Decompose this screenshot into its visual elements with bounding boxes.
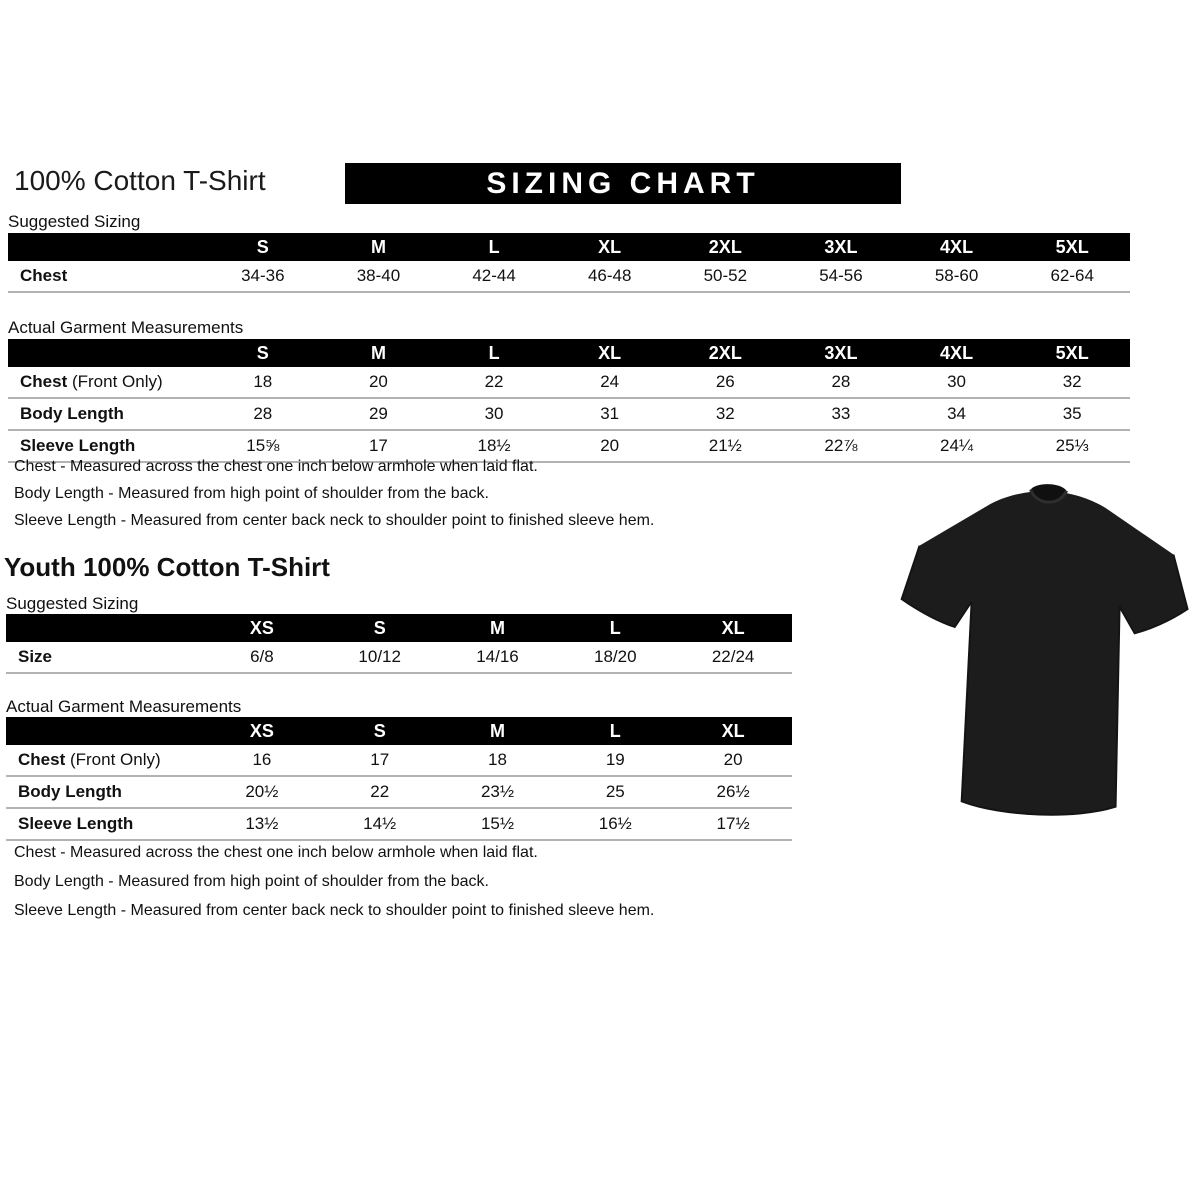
measurement-cell: 29 bbox=[321, 398, 437, 430]
measurement-cell: 58-60 bbox=[899, 261, 1015, 292]
measurement-cell: 34-36 bbox=[205, 261, 321, 292]
size-column-header: 5XL bbox=[1014, 339, 1130, 367]
youth-actual-measurements-label: Actual Garment Measurements bbox=[6, 697, 242, 716]
measurement-row bbox=[8, 261, 1130, 292]
measurement-cell: 32 bbox=[668, 398, 784, 430]
sleeve-length-note: Sleeve Length - Measured from center back neck to shoulder point to finished sleeve hem. bbox=[14, 902, 655, 919]
measurement-cell: 18 bbox=[205, 367, 321, 398]
size-column-header: M bbox=[439, 614, 557, 642]
size-column-header: 5XL bbox=[1014, 233, 1130, 261]
tshirt-product-image bbox=[890, 469, 1194, 831]
measurement-cell: 20 bbox=[321, 367, 437, 398]
measurement-cell: 17½ bbox=[674, 808, 792, 840]
measurement-cell: 20½ bbox=[203, 776, 321, 808]
adult-suggested-sizing-label: Suggested Sizing bbox=[8, 212, 141, 231]
size-column-header: S bbox=[321, 614, 439, 642]
measurement-cell: 22⅞ bbox=[783, 430, 899, 462]
row-label: Chest (Front Only) bbox=[8, 367, 205, 398]
size-column-header: 4XL bbox=[899, 339, 1015, 367]
measurement-cell: 26 bbox=[668, 367, 784, 398]
measurement-cell: 31 bbox=[552, 398, 668, 430]
measurement-cell: 15⅝ bbox=[205, 430, 321, 462]
youth-notes bbox=[14, 844, 654, 931]
measurement-cell: 21½ bbox=[668, 430, 784, 462]
measurement-row bbox=[6, 808, 792, 840]
measurement-cell: 20 bbox=[552, 430, 668, 462]
size-column-header: 2XL bbox=[668, 233, 784, 261]
measurement-cell: 10/12 bbox=[321, 642, 439, 673]
size-column-header: 4XL bbox=[899, 233, 1015, 261]
size-table bbox=[6, 717, 792, 841]
measurement-cell: 23½ bbox=[439, 776, 557, 808]
row-label-header bbox=[8, 233, 205, 261]
measurement-cell: 24 bbox=[552, 367, 668, 398]
measurement-row bbox=[6, 642, 792, 673]
measurement-cell: 18½ bbox=[436, 430, 552, 462]
measurement-cell: 22 bbox=[321, 776, 439, 808]
measurement-cell: 32 bbox=[1014, 367, 1130, 398]
black-tshirt-icon bbox=[890, 469, 1194, 831]
measurement-cell: 25⅓ bbox=[1014, 430, 1130, 462]
measurement-cell: 28 bbox=[783, 367, 899, 398]
measurement-cell: 54-56 bbox=[783, 261, 899, 292]
adult-actual-measurements-label: Actual Garment Measurements bbox=[8, 318, 244, 337]
measurement-cell: 25 bbox=[556, 776, 674, 808]
measurement-cell: 20 bbox=[674, 745, 792, 776]
measurement-cell: 42-44 bbox=[436, 261, 552, 292]
measurement-cell: 22 bbox=[436, 367, 552, 398]
measurement-row bbox=[8, 367, 1130, 398]
row-label: Body Length bbox=[6, 776, 203, 808]
row-label: Body Length bbox=[8, 398, 205, 430]
measurement-cell: 6/8 bbox=[203, 642, 321, 673]
body-length-note: Body Length - Measured from high point of shoulder from the back. bbox=[14, 873, 489, 890]
measurement-cell: 30 bbox=[436, 398, 552, 430]
measurement-cell: 18 bbox=[439, 745, 557, 776]
size-column-header: L bbox=[556, 614, 674, 642]
size-column-header: L bbox=[556, 717, 674, 745]
size-column-header: XS bbox=[203, 614, 321, 642]
youth-actual-measurements-table bbox=[6, 717, 792, 841]
measurement-cell: 17 bbox=[321, 745, 439, 776]
sizing-chart-banner: SIZING CHART bbox=[345, 163, 901, 204]
size-table bbox=[8, 233, 1130, 293]
youth-suggested-sizing-table bbox=[6, 614, 792, 674]
size-header-row bbox=[6, 717, 792, 745]
measurement-cell: 35 bbox=[1014, 398, 1130, 430]
size-header-row bbox=[8, 339, 1130, 367]
measurement-cell: 22/24 bbox=[674, 642, 792, 673]
measurement-cell: 15½ bbox=[439, 808, 557, 840]
size-column-header: L bbox=[436, 339, 552, 367]
measurement-cell: 34 bbox=[899, 398, 1015, 430]
measurement-cell: 33 bbox=[783, 398, 899, 430]
measurement-cell: 30 bbox=[899, 367, 1015, 398]
size-column-header: XL bbox=[552, 233, 668, 261]
size-column-header: M bbox=[321, 339, 437, 367]
size-column-header: S bbox=[205, 233, 321, 261]
size-column-header: L bbox=[436, 233, 552, 261]
size-table bbox=[6, 614, 792, 674]
row-label-header bbox=[6, 614, 203, 642]
size-column-header: XL bbox=[674, 717, 792, 745]
youth-section-title: Youth 100% Cotton T-Shirt bbox=[4, 552, 330, 582]
measurement-cell: 14½ bbox=[321, 808, 439, 840]
measurement-row bbox=[6, 776, 792, 808]
row-label: Size bbox=[6, 642, 203, 673]
measurement-cell: 14/16 bbox=[439, 642, 557, 673]
size-column-header: XS bbox=[203, 717, 321, 745]
size-column-header: S bbox=[321, 717, 439, 745]
measurement-cell: 38-40 bbox=[321, 261, 437, 292]
measurement-cell: 28 bbox=[205, 398, 321, 430]
measurement-row bbox=[6, 745, 792, 776]
measurement-cell: 46-48 bbox=[552, 261, 668, 292]
size-header-row bbox=[8, 233, 1130, 261]
measurement-cell: 62-64 bbox=[1014, 261, 1130, 292]
youth-suggested-sizing-label: Suggested Sizing bbox=[6, 594, 139, 613]
row-label: Chest bbox=[8, 261, 205, 292]
row-label: Sleeve Length bbox=[6, 808, 203, 840]
adult-actual-measurements-table bbox=[8, 339, 1130, 463]
chest-note: Chest - Measured across the chest one inch below armhole when laid flat. bbox=[14, 844, 538, 861]
size-column-header: S bbox=[205, 339, 321, 367]
adult-notes bbox=[14, 458, 654, 539]
row-label: Sleeve Length bbox=[8, 430, 205, 462]
size-column-header: 3XL bbox=[783, 233, 899, 261]
measurement-row bbox=[8, 398, 1130, 430]
size-column-header: XL bbox=[674, 614, 792, 642]
body-length-note: Body Length - Measured from high point of shoulder from the back. bbox=[14, 485, 489, 502]
size-column-header: M bbox=[321, 233, 437, 261]
measurement-cell: 19 bbox=[556, 745, 674, 776]
measurement-cell: 16½ bbox=[556, 808, 674, 840]
row-label: Chest (Front Only) bbox=[6, 745, 203, 776]
measurement-cell: 24¼ bbox=[899, 430, 1015, 462]
row-label-header bbox=[6, 717, 203, 745]
sleeve-length-note: Sleeve Length - Measured from center back neck to shoulder point to finished sleeve hem. bbox=[14, 512, 655, 529]
size-header-row bbox=[6, 614, 792, 642]
size-column-header: 2XL bbox=[668, 339, 784, 367]
size-table bbox=[8, 339, 1130, 463]
adult-suggested-sizing-table bbox=[8, 233, 1130, 293]
row-label-header bbox=[8, 339, 205, 367]
measurement-cell: 18/20 bbox=[556, 642, 674, 673]
measurement-cell: 13½ bbox=[203, 808, 321, 840]
measurement-cell: 17 bbox=[321, 430, 437, 462]
size-column-header: M bbox=[439, 717, 557, 745]
measurement-cell: 26½ bbox=[674, 776, 792, 808]
size-column-header: XL bbox=[552, 339, 668, 367]
measurement-cell: 50-52 bbox=[668, 261, 784, 292]
chest-note: Chest - Measured across the chest one inch below armhole when laid flat. bbox=[14, 458, 538, 475]
size-column-header: 3XL bbox=[783, 339, 899, 367]
page-title: 100% Cotton T-Shirt bbox=[14, 165, 266, 196]
measurement-cell: 16 bbox=[203, 745, 321, 776]
